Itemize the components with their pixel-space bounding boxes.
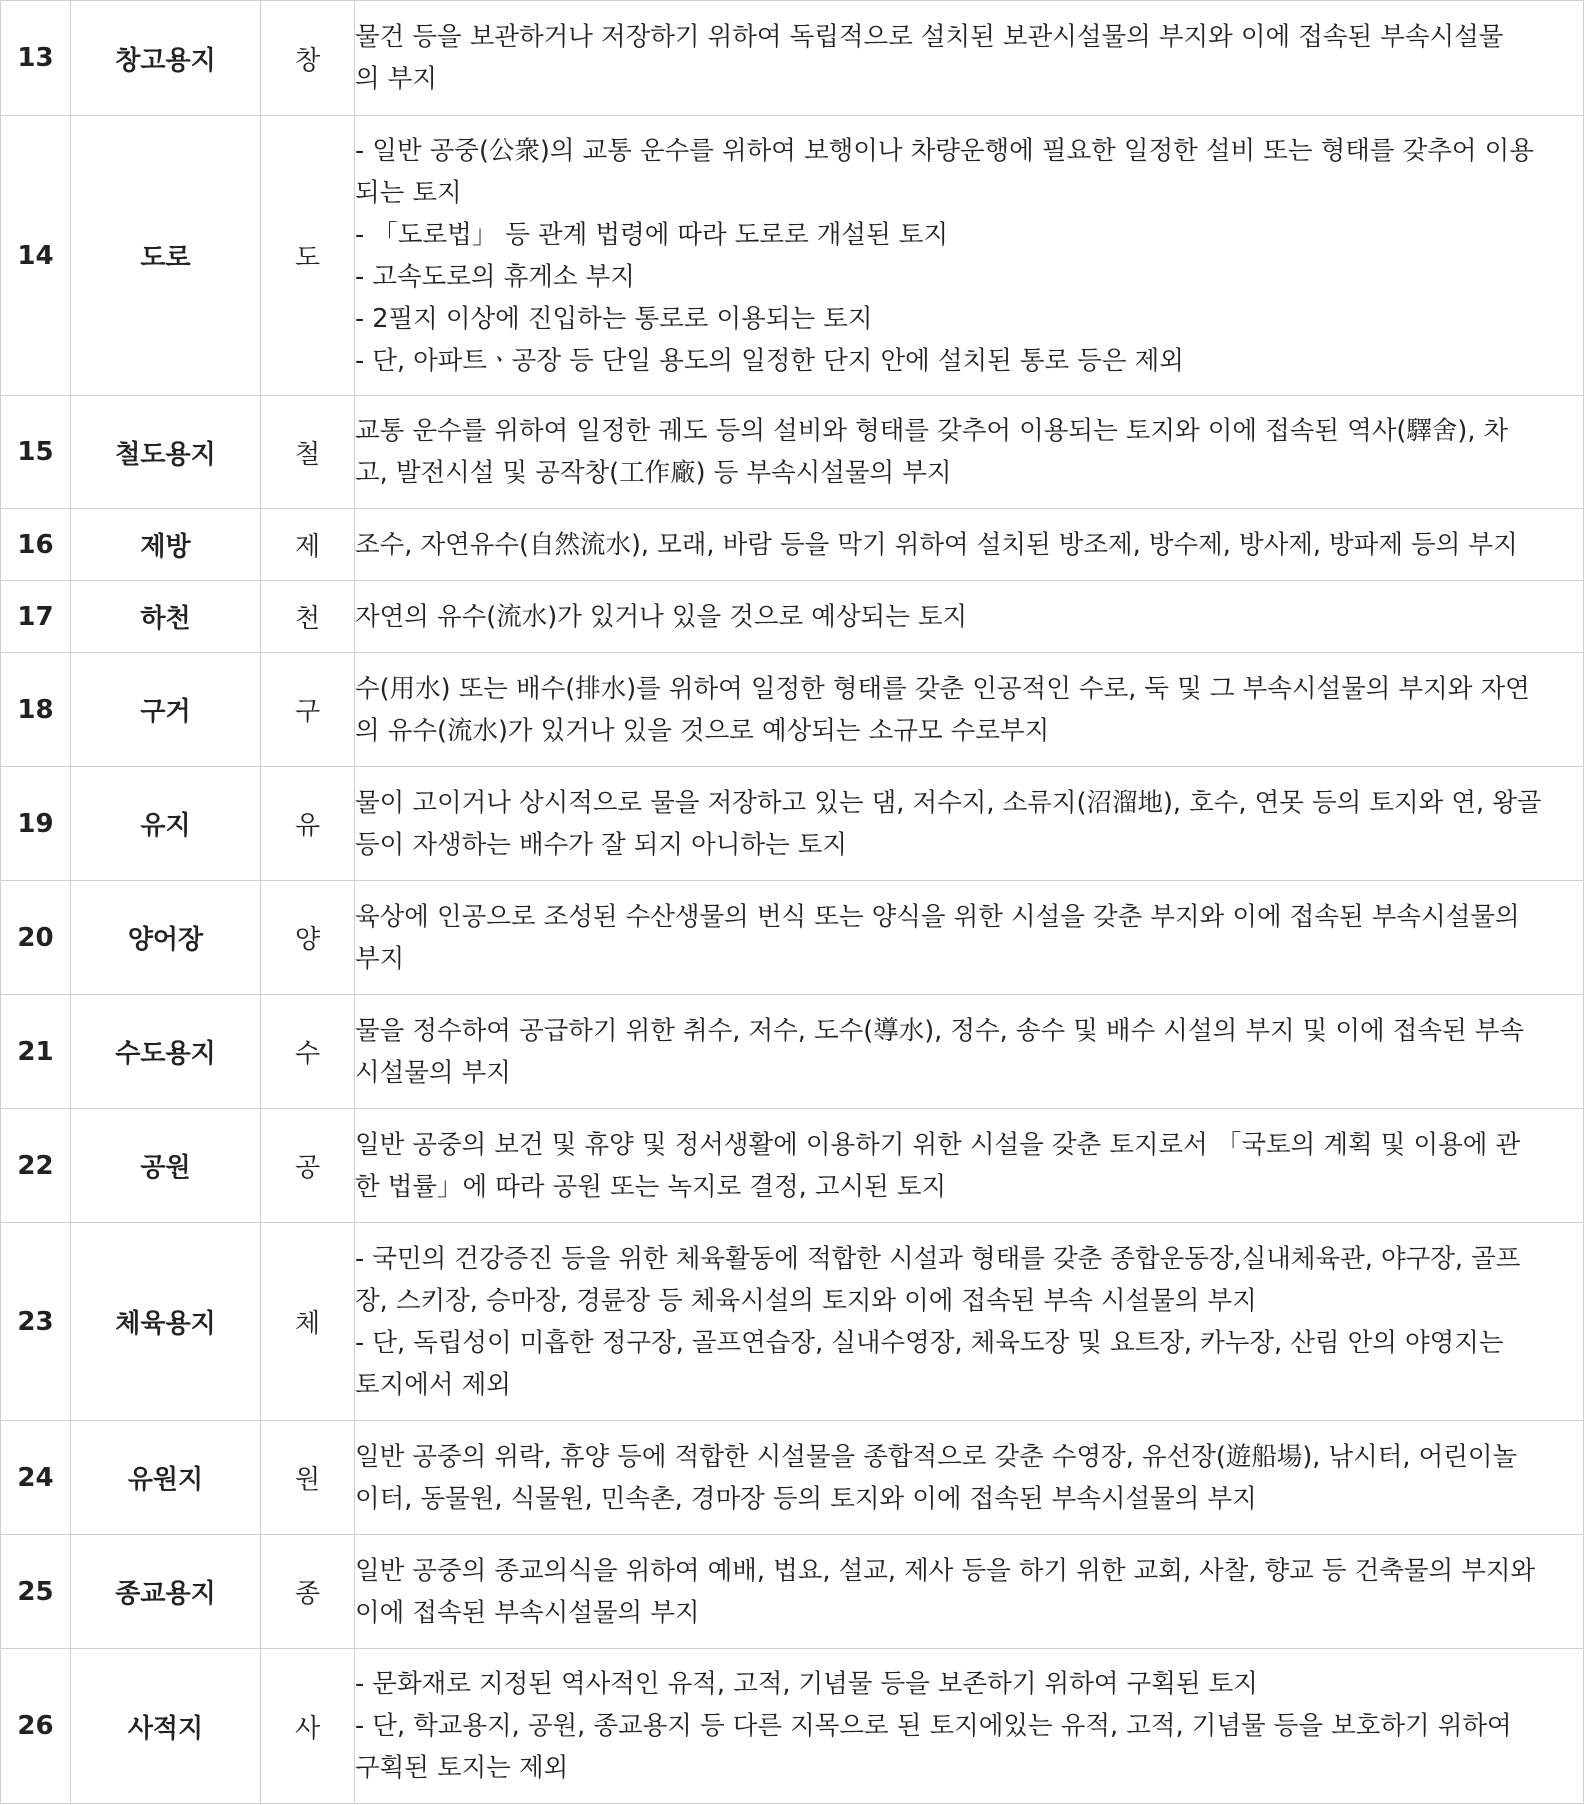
table-row	[1, 116, 1584, 396]
description-line: 조수, 자연유수(自然流水), 모래, 바람 등을 막기 위하여 설치된 방조제, 방수제, 방사제, 방파제 등의 부지	[355, 529, 1518, 560]
land-category-abbreviation: 창	[261, 1, 355, 116]
description-line: 부지	[355, 943, 405, 974]
row-number: 26	[1, 1649, 71, 1804]
description-line: 일반 공중의 종교의식을 위하여 예배, 법요, 설교, 제사 등을 하기 위한 교회, 사찰, 향교 등 건축물의 부지와	[355, 1555, 1536, 1586]
description-line: - 일반 공중(公衆)의 교통 운수를 위하여 보행이나 차량운행에 필요한 일정한 설비 또는 형태를 갖추어 이용	[355, 135, 1534, 166]
land-category-name: 사적지	[71, 1649, 261, 1804]
description-line: 자연의 유수(流水)가 있거나 있을 것으로 예상되는 토지	[355, 601, 968, 632]
description-line: 장, 스키장, 승마장, 경륜장 등 체육시설의 토지와 이에 접속된 부속 시설물의 부지	[355, 1285, 1257, 1316]
table-row	[1, 396, 1584, 509]
description-line: - 국민의 건강증진 등을 위한 체육활동에 적합한 시설과 형태를 갖춘 종합운동장,실내체육관, 야구장, 골프	[355, 1243, 1521, 1274]
description-line: 의 유수(流水)가 있거나 있을 것으로 예상되는 소규모 수로부지	[355, 715, 1050, 746]
description-line: - 단, 독립성이 미흡한 정구장, 골프연습장, 실내수영장, 체육도장 및 요트장, 카누장, 산림 안의 야영지는	[355, 1327, 1504, 1358]
land-category-abbreviation: 제	[261, 509, 355, 581]
description-line: 물건 등을 보관하거나 저장하기 위하여 독립적으로 설치된 보관시설물의 부지와 이에 접속된 부속시설물	[355, 22, 1504, 52]
table-row	[1, 1, 1584, 116]
land-category-abbreviation: 천	[261, 581, 355, 653]
description-line: 고, 발전시설 및 공작창(工作廠) 등 부속시설물의 부지	[355, 458, 952, 488]
land-category-abbreviation: 수	[261, 995, 355, 1109]
land-category-abbreviation: 철	[261, 396, 355, 509]
row-number: 18	[1, 653, 71, 767]
land-category-name: 하천	[71, 581, 261, 653]
land-category-description	[355, 881, 1584, 995]
land-category-name: 유지	[71, 767, 261, 881]
description-line: - 단, 학교용지, 공원, 종교용지 등 다른 지목으로 된 토지에있는 유적, 고적, 기념물 등을 보호하기 위하여	[355, 1711, 1512, 1741]
table-row	[1, 1223, 1584, 1421]
land-category-abbreviation: 유	[261, 767, 355, 881]
land-category-name: 종교용지	[71, 1535, 261, 1649]
row-number: 19	[1, 767, 71, 881]
row-number: 16	[1, 509, 71, 581]
land-category-description	[355, 581, 1584, 653]
description-line: 이에 접속된 부속시설물의 부지	[355, 1597, 700, 1628]
land-category-description	[355, 1, 1584, 116]
land-category-description	[355, 1649, 1584, 1804]
land-category-name: 공원	[71, 1109, 261, 1223]
land-category-name: 철도용지	[71, 396, 261, 509]
description-line: 등이 자생하는 배수가 잘 되지 아니하는 토지	[355, 829, 848, 860]
land-category-abbreviation: 공	[261, 1109, 355, 1223]
land-category-description	[355, 1421, 1584, 1535]
description-line: 토지에서 제외	[355, 1369, 511, 1400]
description-line: - 단, 아파트ㆍ공장 등 단일 용도의 일정한 단지 안에 설치된 통로 등은 제외	[355, 345, 1184, 376]
description-line: 의 부지	[355, 64, 438, 94]
row-number: 21	[1, 995, 71, 1109]
land-category-abbreviation: 원	[261, 1421, 355, 1535]
table-row	[1, 1649, 1584, 1804]
description-line: 시설물의 부지	[355, 1057, 511, 1088]
land-category-description	[355, 767, 1584, 881]
land-category-name: 수도용지	[71, 995, 261, 1109]
row-number: 13	[1, 1, 71, 116]
table-row	[1, 581, 1584, 653]
land-category-abbreviation: 구	[261, 653, 355, 767]
description-line: - 문화재로 지정된 역사적인 유적, 고적, 기념물 등을 보존하기 위하여 구획된 토지	[355, 1669, 1258, 1699]
land-category-description	[355, 1109, 1584, 1223]
land-category-abbreviation: 종	[261, 1535, 355, 1649]
description-line: 수(用水) 또는 배수(排水)를 위하여 일정한 형태를 갖춘 인공적인 수로, 둑 및 그 부속시설물의 부지와 자연	[355, 673, 1530, 704]
table-row	[1, 1421, 1584, 1535]
row-number: 22	[1, 1109, 71, 1223]
land-category-description	[355, 995, 1584, 1109]
description-line: 물을 정수하여 공급하기 위한 취수, 저수, 도수(導水), 정수, 송수 및 배수 시설의 부지 및 이에 접속된 부속	[355, 1015, 1525, 1046]
land-category-description	[355, 116, 1584, 396]
description-line: 교통 운수를 위하여 일정한 궤도 등의 설비와 형태를 갖추어 이용되는 토지와 이에 접속된 역사(驛舍), 차	[355, 416, 1509, 446]
land-category-description	[355, 509, 1584, 581]
table-row	[1, 995, 1584, 1109]
land-category-abbreviation: 체	[261, 1223, 355, 1421]
description-line: 물이 고이거나 상시적으로 물을 저장하고 있는 댐, 저수지, 소류지(沼溜地), 호수, 연못 등의 토지와 연, 왕골	[355, 787, 1542, 818]
description-line: - 2필지 이상에 진입하는 통로로 이용되는 토지	[355, 303, 873, 334]
land-category-description	[355, 1223, 1584, 1421]
row-number: 24	[1, 1421, 71, 1535]
row-number: 14	[1, 116, 71, 396]
land-category-abbreviation: 도	[261, 116, 355, 396]
table-row	[1, 1109, 1584, 1223]
description-line: - 고속도로의 휴게소 부지	[355, 261, 635, 292]
land-category-abbreviation: 사	[261, 1649, 355, 1804]
description-line: 육상에 인공으로 조성된 수산생물의 번식 또는 양식을 위한 시설을 갖춘 부지와 이에 접속된 부속시설물의	[355, 901, 1520, 932]
table-row	[1, 509, 1584, 581]
land-category-description	[355, 396, 1584, 509]
description-line: 일반 공중의 보건 및 휴양 및 정서생활에 이용하기 위한 시설을 갖춘 토지로서 「국토의 계획 및 이용에 관	[355, 1129, 1521, 1160]
row-number: 20	[1, 881, 71, 995]
land-category-name: 유원지	[71, 1421, 261, 1535]
table-body	[1, 1, 1584, 1804]
table-row	[1, 1535, 1584, 1649]
description-line: 되는 토지	[355, 177, 462, 208]
description-line: 이터, 동물원, 식물원, 민속촌, 경마장 등의 토지와 이에 접속된 부속시설물의 부지	[355, 1483, 1257, 1514]
table-row	[1, 881, 1584, 995]
land-category-description	[355, 1535, 1584, 1649]
row-number: 17	[1, 581, 71, 653]
land-category-name: 도로	[71, 116, 261, 396]
land-category-abbreviation: 양	[261, 881, 355, 995]
description-line: 한 법률」에 따라 공원 또는 녹지로 결정, 고시된 토지	[355, 1171, 947, 1202]
row-number: 15	[1, 396, 71, 509]
land-category-name: 양어장	[71, 881, 261, 995]
land-category-name: 창고용지	[71, 1, 261, 116]
land-category-name: 구거	[71, 653, 261, 767]
table-row	[1, 653, 1584, 767]
land-category-description	[355, 653, 1584, 767]
land-category-name: 제방	[71, 509, 261, 581]
row-number: 25	[1, 1535, 71, 1649]
land-category-name: 체육용지	[71, 1223, 261, 1421]
description-line: 일반 공중의 위락, 휴양 등에 적합한 시설물을 종합적으로 갖춘 수영장, 유선장(遊船場), 낚시터, 어린이놀	[355, 1441, 1518, 1472]
row-number: 23	[1, 1223, 71, 1421]
description-line: 구획된 토지는 제외	[355, 1753, 569, 1783]
description-line: - 「도로법」 등 관계 법령에 따라 도로로 개설된 토지	[355, 219, 949, 250]
table-row	[1, 767, 1584, 881]
